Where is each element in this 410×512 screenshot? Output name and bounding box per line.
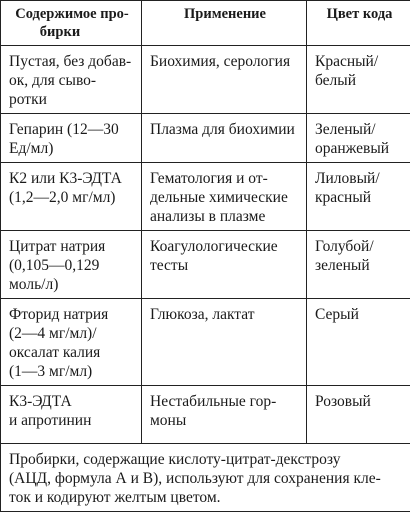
note-row xyxy=(1,444,410,512)
table-row xyxy=(1,163,410,231)
cell-usage: Биохимия, серология xyxy=(142,46,307,114)
header-row xyxy=(1,1,410,46)
cell-contents: Цитрат натрия (0,105—0,129 моль/л) xyxy=(1,231,142,299)
table-row xyxy=(1,231,410,299)
table-row xyxy=(1,299,410,386)
table-row xyxy=(1,114,410,163)
cell-usage: Плазма для биохимии xyxy=(142,114,307,163)
cell-color-code: Серый xyxy=(307,299,410,386)
cell-color-code: Голубой/ зеленый xyxy=(307,231,410,299)
header-color-code: Цвет кода xyxy=(307,1,410,46)
cell-color-code: Лиловый/ красный xyxy=(307,163,410,231)
cell-usage: Коагулологические тесты xyxy=(142,231,307,299)
cell-contents: К3-ЭДТА и апротинин xyxy=(1,386,142,444)
cell-contents: Пустая, без добав- ок, для сыво- ротки xyxy=(1,46,142,114)
cell-usage: Гематология и от- дельные химические анализы в плазме xyxy=(142,163,307,231)
header-contents: Содержимое про- бирки xyxy=(1,1,142,46)
cell-contents: Фторид натрия (2—4 мг/мл)/ оксалат калия (1—3 мг/мл) xyxy=(1,299,142,386)
table-footnote: Пробирки, содержащие кислоту-цитрат-декстрозу (АЦД, формула А и В), используют для сохранения кле- ток и кодируют желтым цветом. xyxy=(1,444,410,512)
table-row xyxy=(1,46,410,114)
header-usage: Применение xyxy=(142,1,307,46)
cell-color-code: Красный/ белый xyxy=(307,46,410,114)
cell-contents: Гепарин (12—30 Ед/мл) xyxy=(1,114,142,163)
table-row xyxy=(1,386,410,444)
cell-contents: К2 или К3-ЭДТА (1,2—2,0 мг/мл) xyxy=(1,163,142,231)
cell-color-code: Зеленый/ оранжевый xyxy=(307,114,410,163)
cell-color-code: Розовый xyxy=(307,386,410,444)
cell-usage: Нестабильные гор- моны xyxy=(142,386,307,444)
cell-usage: Глюкоза, лактат xyxy=(142,299,307,386)
